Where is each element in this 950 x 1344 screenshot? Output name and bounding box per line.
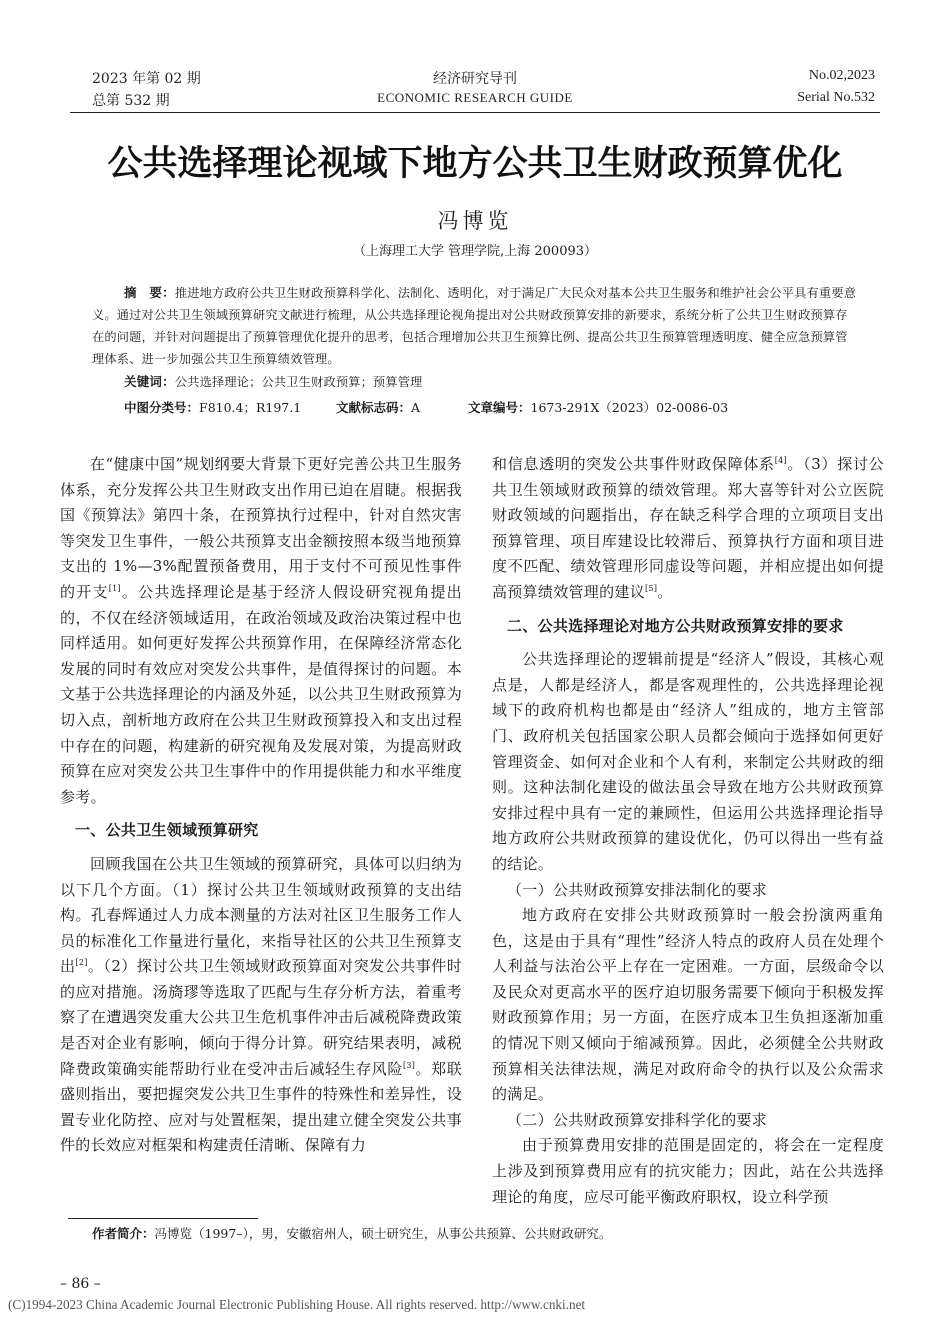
citation-ref: [1]	[108, 583, 121, 593]
doc-code-value: A	[411, 400, 421, 415]
clc-number	[124, 398, 301, 416]
citation-ref: [5]	[645, 583, 658, 593]
body-paragraph: 由于预算费用安排的范围是固定的，将会在一定程度上涉及到预算费用应有的抗灾能力；因此，站在公共选择理论的角度，应尽可能平衡政府职权，设立科学预	[492, 1136, 884, 1206]
clc-value: F810.4；R197.1	[199, 400, 302, 415]
citation-ref: [4]	[774, 456, 787, 465]
section-heading: 二、公共选择理论对地方公共财政预算安排的要求	[507, 616, 844, 635]
body-right-column	[492, 452, 884, 1210]
journal-name-en: ECONOMIC RESEARCH GUIDE	[377, 90, 573, 105]
author-note-label: 作者简介：	[92, 1226, 155, 1241]
header-serial-en: Serial No.532	[797, 90, 875, 105]
citation-ref: [3]	[402, 1060, 416, 1070]
author-affiliation: （上海理工大学 管理学院,上海 200093）	[352, 244, 598, 259]
keywords-label: 关键词：	[124, 374, 175, 389]
author-note	[92, 1224, 611, 1242]
article-number-value: 1673-291X（2023）02-0086-03	[530, 400, 729, 415]
body-paragraph: 公共选择理论的逻辑前提是“经济人”假设，其核心观点是，人都是经济人，都是客观理性的，公共选择理论视域下的政府机构也都是由“经济人”组成的，地方主管部门、政府机关包括国家公职人员都会倾向于选择如何更好管理资金、如何对企业和个人有利，来制定公共财政的细则。这种法制化建设的做法虽会导致在地方公共财政预算安排过程中具有一定的兼顾性，但运用公共选择理论指导地方政府公共财政预算的建设优化，仍可以得出一些有益的结论。	[492, 650, 884, 873]
abstract-label: 摘 要：	[124, 285, 175, 300]
article-title: 公共选择理论视域下地方公共卫生财政预算优化	[107, 144, 843, 184]
header-issue-en: No.02,2023	[808, 68, 875, 83]
abstract	[92, 282, 860, 370]
header-serial-cn: 总第 532 期	[92, 93, 170, 109]
keywords-text: 公共选择理论；公共卫生财政预算；预算管理	[174, 375, 423, 389]
author-note-text: 冯博览（1997–），男，安徽宿州人，硕士研究生，从事公共预算、公共财政研究。	[154, 1226, 612, 1241]
copyright-line: (C)1994-2023 China Academic Journal Electronic Publishing House. All rights reserved. http://www.cnki.net	[8, 1297, 586, 1312]
journal-name-cn: 经济研究导刊	[433, 71, 517, 87]
author-name: 冯博览	[437, 209, 513, 233]
abstract-text: 推进地方政府公共卫生财政预算科学化、法制化、透明化，对于满足广大民众对基本公共卫生服务和维护社会公平具有重要意义。通过对公共卫生领域预算研究文献进行梳理，从公共选择理论视角提出对公共财政预算安排的新要求，系统分析了公共卫生财政预算存在的问题，并针对问题提出了预算管理优化提升的思考，包括合理增加公共卫生预算比例、提高公共卫生预算管理透明度、健全应急预算管理体系、进一步加强公共卫生预算绩效管理。	[92, 286, 857, 366]
body-left-column	[60, 452, 462, 1159]
subsection-heading: （一）公共财政预算安排法制化的要求	[507, 880, 768, 899]
body-paragraph: 回顾我国在公共卫生领域的预算研究，具体可以归纳为以下几个方面。（1）探讨公共卫生领域财政预算的支出结构。孔春辉通过人力成本测量的方法对社区卫生服务工作人员的标准化工作量进行量化，来指导社区的公共卫生预算支出[2]。（2）探讨公共卫生领域财政预算面对突发公共事件时的应对措施。汤旖璆等选取了匹配与生存分析方法，着重考察了在遭遇突发重大公共卫生危机事件冲击后减税降费政策是否对企业有影响，倾向于得分计算。研究结果表明，减税降费政策确实能帮助行业在受冲击后减轻生存风险[3]。郑联盛则指出，要把握突发公共卫生事件的特殊性和差异性，设置专业化防控、应对与处置框架，提出建立健全突发公共事件的长效应对框架和构建责任清晰、保障有力	[60, 854, 462, 1155]
doc-code	[336, 398, 420, 416]
page-number: – 86 –	[60, 1276, 101, 1292]
body-paragraph: 地方政府在安排公共财政预算时一般会扮演两重角色，这是由于具有“理性”经济人特点的政府人员在处理个人利益与法治公平上存在一定困难。一方面，层级命令以及民众对更高水平的医疗迫切服务需要下倾向于积极发挥财政预算作用；另一方面，在医疗成本卫生负担逐渐加重的情况下则又倾向于缩减预算。因此，必须健全公共财政预算相关法律法规，满足对政府命令的执行以及公众需求的满足。	[492, 906, 884, 1104]
body-paragraph: 在“健康中国”规划纲要大背景下更好完善公共卫生服务体系，充分发挥公共卫生财政支出作用已迫在眉睫。根据我国《预算法》第四十条，在预算执行过程中，针对自然灾害等突发卫生事件，一般公共预算支出金额按照本级当地预算支出的 1%—3%配置预备费用，用于支付不可预见性事件的开支[1]。公共选择理论是基于经济人假设研究视角提出的，不仅在经济领域适用，在政治领域及政治决策过程中也同样适用。如何更好发挥公共预算作用，在保障经济常态化发展的同时有效应对突发公共事件，是值得探讨的问题。本文基于公共选择理论的内涵及外延，以公共卫生财政预算为切入点，剖析地方政府在公共卫生财政预算投入和支出过程中存在的问题，构建新的研究视角及发展对策，为提高财政预算在应对突发公共卫生事件中的作用提供能力和水平维度参考。	[60, 455, 462, 806]
header-year-issue: 2023 年第 02 期	[92, 71, 201, 87]
article-number-label: 文章编号：	[468, 400, 531, 415]
clc-label: 中图分类号：	[124, 400, 200, 415]
section-heading: 一、公共卫生领域预算研究	[75, 821, 259, 840]
subsection-heading: （二）公共财政预算安排科学化的要求	[507, 1110, 768, 1129]
keywords	[124, 371, 892, 393]
article-number	[468, 398, 728, 416]
header-rule	[70, 112, 880, 113]
doc-code-label: 文献标志码：	[336, 400, 412, 415]
footnote-rule	[68, 1218, 258, 1219]
body-paragraph: 和信息透明的突发公共事件财政保障体系[4]。（3）探讨公共卫生领域财政预算的绩效管理。郑大喜等针对公立医院财政领域的问题指出，存在缺乏科学合理的立项项目支出预算管理、项目库建设比较滞后、预算执行方面和项目进度不匹配、绩效管理形同虚设等问题，并相应提出如何提高预算绩效管理的建议[5]。	[492, 455, 884, 601]
citation-ref: [2]	[75, 958, 88, 968]
